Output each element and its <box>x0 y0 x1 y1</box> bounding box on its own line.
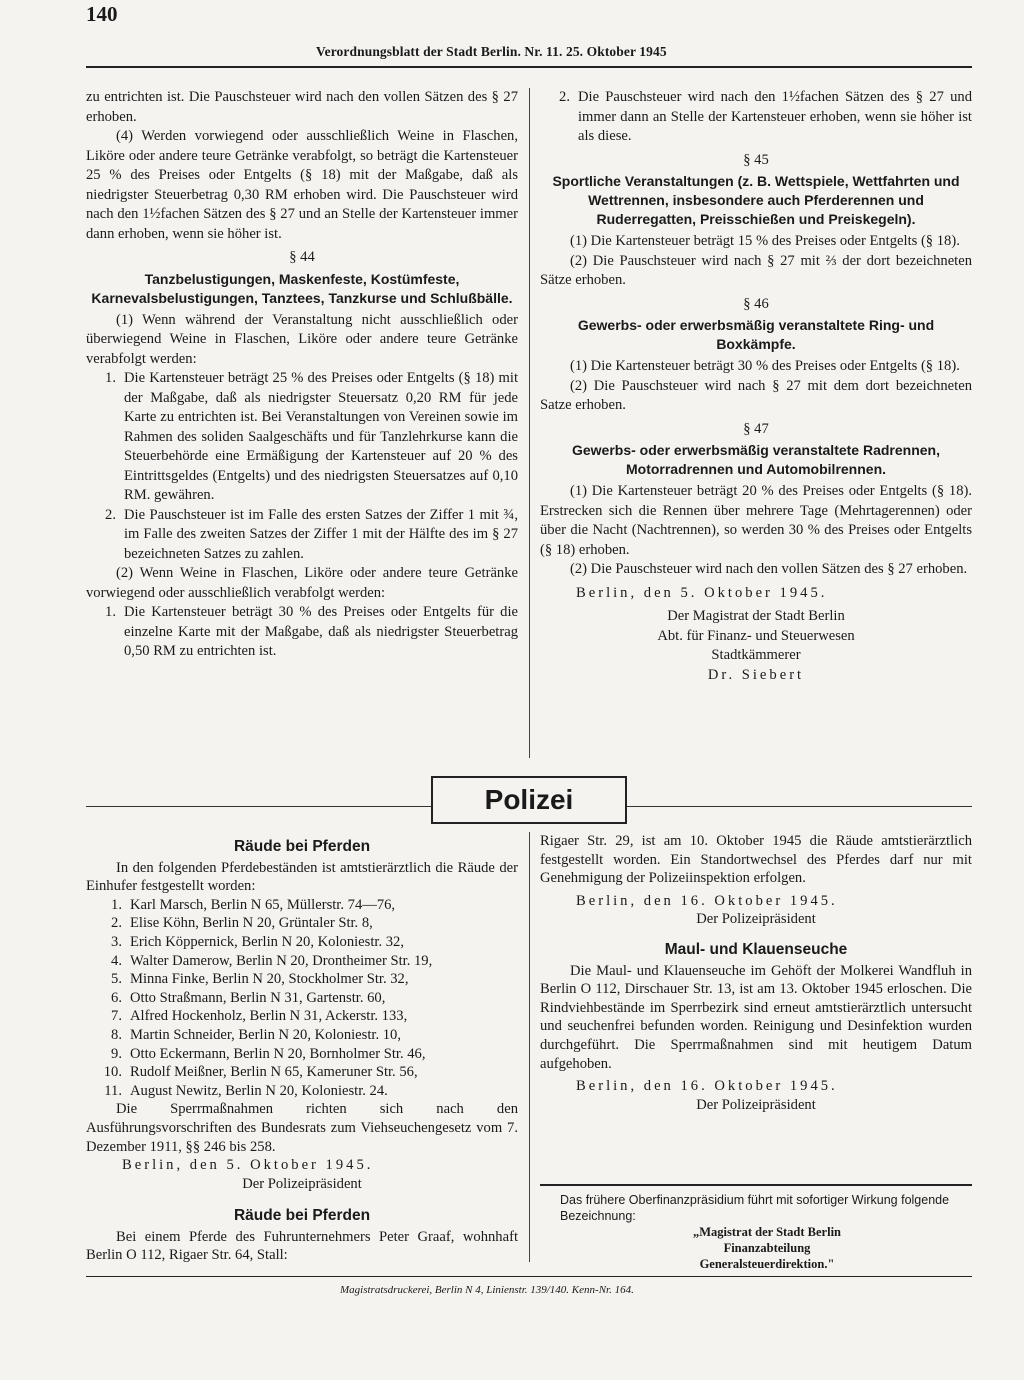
notice-quote: Finanzabteilung <box>723 1241 811 1255</box>
signature-name: Dr. Siebert <box>707 666 805 683</box>
date-line: Berlin, den 16. Oktober 1945. <box>576 892 838 909</box>
date-line: Berlin, den 16. Oktober 1945. <box>576 1078 838 1095</box>
paragraph: (2) Die Pauschsteuer wird nach den vollen Sätzen des § 27 erhoben. <box>570 561 968 577</box>
heading-rule-right <box>627 806 972 807</box>
item-text: Die Kartensteuer beträgt 30 % des Preises oder Entgelts für die einzelne Karte mit der Maßgabe, daß als niedrigster Steuerbetrag 0,50 RM zu entrichten ist. <box>124 604 518 659</box>
list-item <box>86 1007 518 1026</box>
heading-rule-left <box>86 806 431 807</box>
article-title: Räude bei Pferden <box>233 838 371 855</box>
paragraph: Die Sperrmaßnahmen richten sich nach den Ausführungsvorschriften des Bundesrats zum Viehseuchengesetz vom 7. Dezember 1911, §§ 246 bis 258. <box>86 1101 518 1155</box>
list-item <box>86 989 518 1008</box>
list-number: 3. <box>111 933 122 950</box>
notice-rule <box>540 1184 972 1186</box>
list-number: 11. <box>104 1082 122 1099</box>
list-item <box>86 896 518 915</box>
list-item <box>86 952 518 971</box>
section-heading-polizei <box>431 776 627 824</box>
list-number: 7. <box>111 1008 122 1025</box>
list-number: 9. <box>111 1045 122 1062</box>
list-text: Karl Marsch, Berlin N 65, Müllerstr. 74—76, <box>130 896 396 913</box>
list-text: Otto Straßmann, Berlin N 31, Gartenstr. 60, <box>130 989 386 1006</box>
numbered-item <box>86 369 518 506</box>
paragraph: (4) Werden vorwiegend oder ausschließlich Weine in Flaschen, Liköre oder andere teure Getränke verabfolgt, so beträgt die Kartensteuer 25 % des Preises oder Entgelts (§ 18) mit der Maßgabe, daß als niedrigster Steuerbetrag 0,30 RM erhoben wird. Die Pauschsteuer wird nach den 1½fachen Sätzen des § 27 und an Stelle der Kartensteuer immer dann erhoben, wenn sie höher ist. <box>86 128 518 242</box>
left-top-column <box>86 88 518 662</box>
notice-text: Das frühere Oberfinanzpräsidium führt mit sofortiger Wirkung folgende Bezeichnung: <box>560 1193 950 1223</box>
printer-imprint: Magistratsdruckerei, Berlin N 4, Linienstr. 139/140. Kenn-Nr. 164. <box>340 1284 634 1296</box>
list-text: Rudolf Meißner, Berlin N 65, Kameruner Str. 56, <box>130 1064 418 1081</box>
right-top-column <box>540 88 972 685</box>
section-label-44: § 44 <box>289 249 315 265</box>
item-number: 1. <box>105 604 116 620</box>
column-rule <box>529 832 530 1262</box>
paragraph: Die Maul- und Klauenseuche im Gehöft der Molkerei Wandfluh in Berlin O 112, Dirschauer Str. 13, ist am 13. Oktober 1945 erloschen. Die Rindviehbestände im Sperrbezirk sind erneut amtstierärztlich untersucht und seuchenfrei befunden worden. Reinigung und Desinfektion wurden durchgeführt. Die Sperrmaßnahmen sind mit heutigem Datum aufgehoben. <box>540 962 972 1072</box>
page-number: 140 <box>86 2 118 26</box>
list-text: Walter Damerow, Berlin N 20, Drontheimer Str. 19, <box>130 952 433 969</box>
signature-line: Der Polizeipräsident <box>696 911 816 928</box>
list-item <box>86 1063 518 1082</box>
paragraph: (1) Die Kartensteuer beträgt 30 % des Preises oder Entgelts (§ 18). <box>570 358 960 374</box>
paragraph: (1) Wenn während der Veranstaltung nicht ausschließlich oder überwiegend Weine in Flaschen, Liköre oder andere teure Getränke verabfolgt werden: <box>86 311 518 367</box>
list-text: Minna Finke, Berlin N 20, Stockholmer Str. 32, <box>130 971 409 988</box>
section-title-47: Gewerbs- oder erwerbsmäßig veranstaltete Radrennen, Motorradrennen und Automobilrennen. <box>571 442 940 477</box>
notice-quote: Generalsteuerdirektion." <box>699 1257 835 1271</box>
column-rule <box>529 88 530 758</box>
paragraph: In den folgenden Pferdebeständen ist amtstierärztlich die Räude der Einhufer festgestellt worden: <box>86 859 518 895</box>
paragraph: (1) Die Kartensteuer beträgt 20 % des Preises oder Entgelts (§ 18). Erstrecken sich die Rennen über mehrere Tage (Mehrtagerennen) oder über die Nacht (Nachtrennen), so werden 30 % des Preises oder Entgelts (§ 18) erhoben. <box>540 483 972 558</box>
paragraph: (1) Die Kartensteuer beträgt 15 % des Preises oder Entgelts (§ 18). <box>570 233 960 249</box>
list-text: Otto Eckermann, Berlin N 20, Bornholmer Str. 46, <box>130 1045 426 1062</box>
list-number: 1. <box>111 896 122 913</box>
section-title-46: Gewerbs- oder erwerbsmäßig veranstaltete Ring- und Boxkämpfe. <box>577 317 935 352</box>
footer-rule <box>86 1276 972 1277</box>
paragraph: (2) Die Pauschsteuer wird nach § 27 mit ⅔ der dort bezeichneten Sätze erhoben. <box>540 252 972 288</box>
paragraph: Bei einem Pferde des Fuhrunternehmers Peter Graaf, wohnhaft Berlin O 112, Rigaer Str. 64, Stall: <box>86 1228 518 1264</box>
running-head: Verordnungsblatt der Stadt Berlin. Nr. 11. 25. Oktober 1945 <box>316 44 667 59</box>
list-item <box>86 914 518 933</box>
item-text: Die Pauschsteuer wird nach den 1½fachen Sätzen des § 27 und immer dann an Stelle der Kartensteuer erhoben, wenn sie höher ist als diese. <box>578 89 972 144</box>
right-bottom-column <box>540 832 972 1114</box>
list-number: 8. <box>111 1026 122 1043</box>
section-label-47: § 47 <box>743 420 769 437</box>
list-text: Elise Köhn, Berlin N 20, Grüntaler Str. 8, <box>130 915 373 932</box>
header-rule <box>86 66 972 68</box>
signature-line: Stadtkämmerer <box>711 647 801 663</box>
list-text: Martin Schneider, Berlin N 20, Koloniestr. 10, <box>130 1026 401 1043</box>
signature-line: Abt. für Finanz- und Steuerwesen <box>657 627 855 644</box>
item-number: 2. <box>559 89 570 105</box>
date-line: Berlin, den 5. Oktober 1945. <box>122 1157 374 1174</box>
date-line: Berlin, den 5. Oktober 1945. <box>576 584 828 601</box>
list-item <box>86 933 518 952</box>
list-number: 10. <box>103 1064 122 1081</box>
left-bottom-column <box>86 832 518 1265</box>
section-label-46: § 46 <box>743 295 769 312</box>
list-item <box>86 1045 518 1064</box>
notice-quote: „Magistrat der Stadt Berlin <box>692 1225 842 1239</box>
paragraph: zu entrichten ist. Die Pauschsteuer wird nach den vollen Sätzen des § 27 erhoben. <box>86 89 518 125</box>
list-text: Erich Köppernick, Berlin N 20, Koloniestr. 32, <box>130 933 404 950</box>
list-text: Alfred Hockenholz, Berlin N 31, Ackerstr. 133, <box>130 1008 408 1025</box>
address-list <box>86 896 518 1101</box>
article-title: Maul- und Klauenseuche <box>664 940 848 958</box>
section-label-45: § 45 <box>743 151 769 168</box>
signature-line: Der Magistrat der Stadt Berlin <box>667 608 845 624</box>
list-number: 4. <box>111 952 122 969</box>
list-item <box>86 1082 518 1101</box>
notice-box <box>560 1192 974 1272</box>
item-text: Die Kartensteuer beträgt 25 % des Preises oder Entgelts (§ 18) mit der Maßgabe, daß als niedrigster Steuersatz 0,20 RM für jede Karte zu entrichten ist. Bei Veranstaltungen von Vereinen sowie im Rahmen des soliden Saalgeschäfts und für Tanzlehrkurse kann die Steuerbehörde eine Ermäßigung der Kartensteuer auf 20 % des Eintrittsgeldes (Entgelts) und des niedrigsten Steuersatzes auf 0,10 RM. gewähren. <box>124 370 518 503</box>
signature-line: Der Polizeipräsident <box>242 1175 362 1192</box>
list-number: 2. <box>111 915 122 932</box>
list-item <box>86 1026 518 1045</box>
numbered-item <box>86 506 518 565</box>
numbered-item <box>540 88 972 147</box>
item-number: 1. <box>105 370 116 386</box>
section-title-45: Sportliche Veranstaltungen (z. B. Wettspiele, Wettfahrten und Wettrennen, insbesondere auch Pferderennen und Ruderregatten, Preisschießen und Preiskegeln). <box>552 173 960 227</box>
signature-line: Der Polizeipräsident <box>696 1096 816 1113</box>
section-heading-text: Polizei <box>484 784 574 815</box>
item-number: 2. <box>105 506 116 523</box>
list-text: August Newitz, Berlin N 20, Koloniestr. 24. <box>130 1082 388 1099</box>
item-text: Die Pauschsteuer ist im Falle des ersten Satzes der Ziffer 1 mit ¾, im Falle des zweiten Satzes der Ziffer 1 mit der Hälfte des im § 27 bezeichneten Satzes zu zahlen. <box>124 506 518 562</box>
article-title: Räude bei Pferden <box>233 1207 371 1225</box>
list-number: 5. <box>111 971 122 988</box>
list-item <box>86 970 518 989</box>
numbered-item <box>86 603 518 662</box>
paragraph: (2) Wenn Weine in Flaschen, Liköre oder andere teure Getränke vorwiegend oder ausschließlich verabfolgt werden: <box>86 565 518 601</box>
list-number: 6. <box>111 989 122 1006</box>
paragraph: Rigaer Str. 29, ist am 10. Oktober 1945 die Räude amtstierärztlich festgestellt worden. Ein Standortwechsel des Pferdes darf nur mit Genehmigung der Polizeiinspektion erfolgen. <box>540 833 972 887</box>
paragraph: (2) Die Pauschsteuer wird nach § 27 mit dem dort bezeichneten Satze erhoben. <box>540 377 972 413</box>
section-title-44: Tanzbelustigungen, Maskenfeste, Kostümfeste, Karnevalsbelustigungen, Tanztees, Tanzkurse und Schlußbälle. <box>91 270 513 306</box>
